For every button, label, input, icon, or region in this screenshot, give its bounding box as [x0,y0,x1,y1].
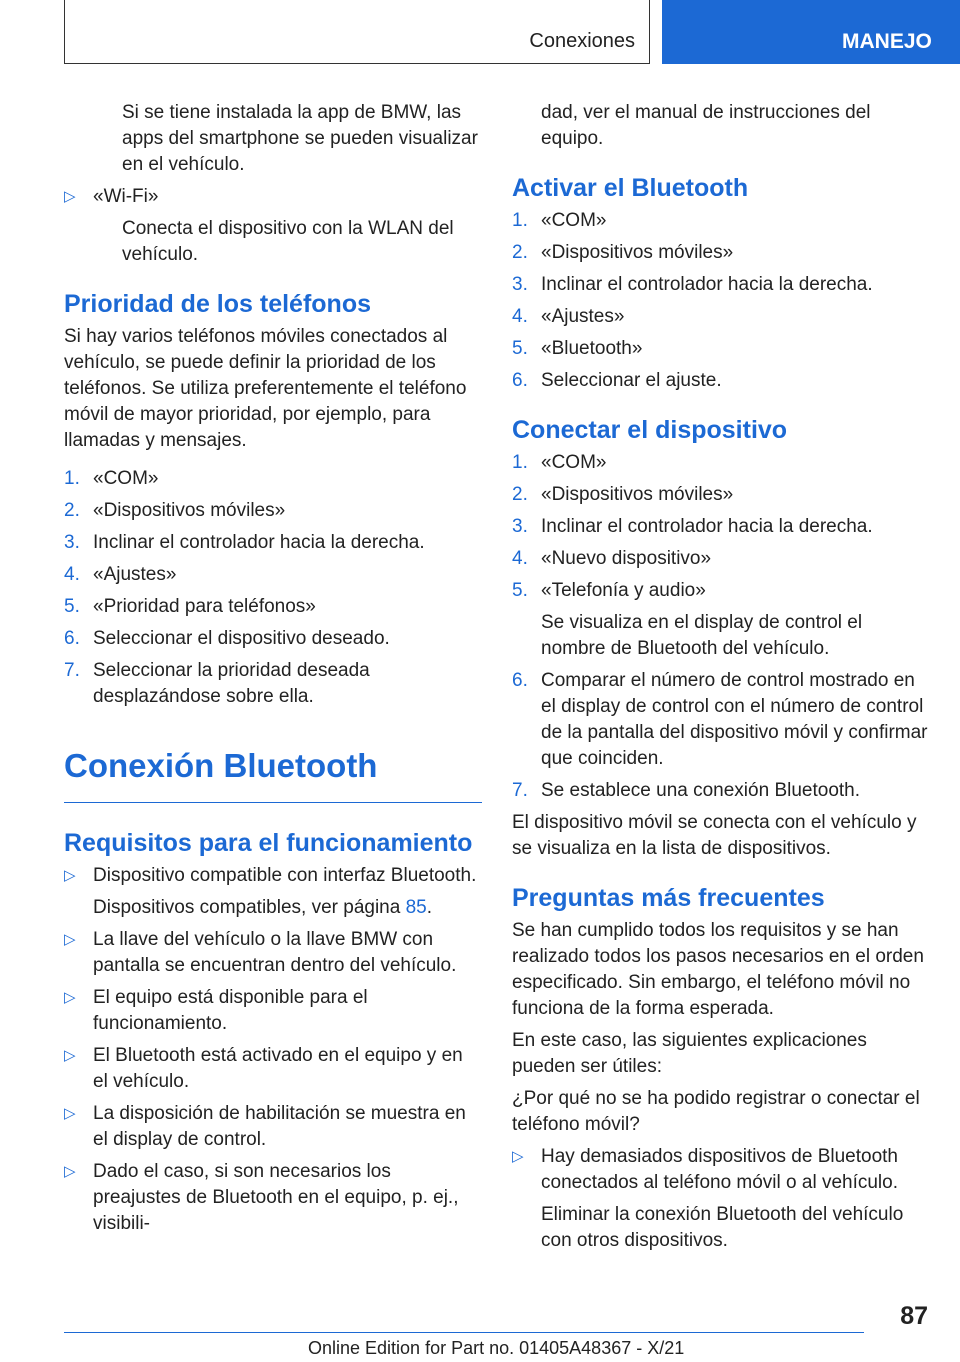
requirement-text: La disposición de habilitación se muestra en el display de control. [93,1103,466,1150]
list-item [512,336,930,362]
page-number: 87 [900,1302,928,1330]
step-text: Seleccionar el ajuste. [541,370,722,391]
activate-heading: Activar el Bluetooth [512,174,749,202]
continuation-text: dad, ver el manual de instrucciones del equipo. [541,102,871,149]
step-number: 2. [64,500,80,521]
triangle-bullet-icon: ▷ [64,1047,76,1064]
list-item [512,578,930,662]
wifi-desc: Conecta el dispositivo con la WLAN del vehículo. [122,218,454,265]
wifi-item [64,184,482,210]
list-item [64,1101,482,1153]
requirement-subtext: Dispositivos compatibles, ver página 85. [93,897,433,918]
list-item [512,1144,930,1196]
list-item [64,498,482,524]
faq-bullet-text: Hay demasiados dispositivos de Bluetooth conectados al teléfono móvil o al vehículo. [541,1146,898,1193]
step-number: 5. [64,596,80,617]
list-item [512,368,930,394]
requirement-text: El Bluetooth está activado en el equipo y en el vehículo. [93,1045,463,1092]
triangle-bullet-icon: ▷ [64,1163,76,1180]
step-text: Inclinar el controlador hacia la derecha. [93,532,425,553]
list-item [512,482,930,508]
list-item [64,594,482,620]
list-item [512,208,930,234]
wifi-label: «Wi-Fi» [93,186,159,207]
step-text: Comparar el número de control mostrado en el display de control con el número de control de la pantalla del dispositivo móvil y confirmar que coinciden. [541,670,928,769]
list-item [64,927,482,979]
requirements-heading: Requisitos para el funcionamiento [64,829,473,857]
step-text [541,578,930,662]
left-column [64,100,482,1243]
step-number: 5. [512,338,528,359]
step-text: «Dispositivos móviles» [541,242,734,263]
step-text: «Ajustes» [541,306,625,327]
connect-heading: Conectar el dispositivo [512,416,788,444]
list-item [512,546,930,572]
faq-bullet-subtext: Eliminar la conexión Bluetooth del vehículo con otros dispositivos. [541,1204,904,1251]
list-item [64,626,482,652]
list-item [64,1043,482,1095]
requirement-text: La llave del vehículo o la llave BMW con pantalla se encuentran dentro del vehículo. [93,929,457,976]
triangle-bullet-icon: ▷ [64,931,76,948]
step-number: 2. [512,242,528,263]
faq-intro: Se han cumplido todos los requisitos y se han realizado todos los pasos necesarios en el orden especificado. Sin embargo, el teléfono móvil no funciona de la forma esperada. [512,920,924,1019]
faq-heading: Preguntas más frecuentes [512,884,825,912]
step-number: 3. [512,274,528,295]
step-text: «Nuevo dispositivo» [541,548,712,569]
step-number: 7. [64,660,80,681]
activate-steps [512,208,930,394]
list-item [512,304,930,330]
step-text: «COM» [541,210,607,231]
app-text: Si se tiene instalada la app de BMW, las apps del smartphone se pueden visualizar en el vehículo. [122,102,478,175]
step-number: 4. [512,548,528,569]
header-chapter-label: MANEJO [842,30,932,53]
header-section-box [64,0,650,64]
triangle-bullet-icon: ▷ [64,188,76,205]
header-section-title: Conexiones [529,30,635,52]
step-text: «Dispositivos móviles» [93,500,286,521]
step-text: «Dispositivos móviles» [541,484,734,505]
page-link[interactable]: 85 [405,897,427,918]
list-item [64,863,482,889]
step-number: 6. [64,628,80,649]
step-text: «Prioridad para teléfonos» [93,596,316,617]
step-number: 6. [512,370,528,391]
connect-steps [512,450,930,804]
step-text: Inclinar el controlador hacia la derecha. [541,274,873,295]
step-number: 3. [512,516,528,537]
list-item [64,466,482,492]
step-number: 2. [512,484,528,505]
step-label: «Telefonía y audio» [541,580,706,601]
step-number: 4. [512,306,528,327]
list-item [64,530,482,556]
triangle-bullet-icon: ▷ [512,1148,524,1165]
step-number: 5. [512,580,528,601]
step-number: 1. [512,452,528,473]
step-text: Inclinar el controlador hacia la derecha. [541,516,873,537]
requirement-subtext-label: Dispositivos compatibles, ver página [93,897,401,918]
list-item [512,778,930,804]
faq-intro-2: En este caso, las siguientes explicaciones pueden ser útiles: [512,1030,867,1077]
priority-text: Si hay varios teléfonos móviles conectados al vehículo, se puede definir la prioridad de los teléfonos. Se utiliza preferentemente el teléfono móvil de mayor prioridad, por ejemplo, para llamadas y mensajes. [64,326,467,451]
step-text: «COM» [541,452,607,473]
triangle-bullet-icon: ▷ [64,867,76,884]
right-column [512,100,930,1260]
priority-heading: Prioridad de los teléfonos [64,290,371,318]
list-item [64,658,482,710]
step-number: 1. [64,468,80,489]
step-text: Seleccionar el dispositivo deseado. [93,628,390,649]
step-text: Seleccionar la prioridad deseada desplazándose sobre ella. [93,660,370,707]
header-chapter-tab[interactable] [662,0,960,64]
step-subtext: Se visualiza en el display de control el nombre de Bluetooth del vehículo. [541,612,863,659]
list-item [512,272,930,298]
step-text: «Bluetooth» [541,338,643,359]
step-text: «COM» [93,468,159,489]
step-number: 6. [512,670,528,691]
step-text: «Ajustes» [93,564,177,585]
footer-edition: Online Edition for Part no. 01405A48367 - X/21 [308,1338,685,1358]
footer-divider [64,1332,864,1333]
list-item [64,1159,482,1237]
requirement-text: Dado el caso, si son necesarios los preajustes de Bluetooth en el equipo, p. ej., visibili- [93,1161,459,1234]
requirement-text: Dispositivo compatible con interfaz Bluetooth. [93,865,477,886]
list-item [512,240,930,266]
list-item [64,562,482,588]
list-item [512,668,930,772]
list-item [512,514,930,540]
faq-question: ¿Por qué no se ha podido registrar o conectar el teléfono móvil? [512,1088,920,1135]
connect-result: El dispositivo móvil se conecta con el vehículo y se visualiza en la lista de dispositivos. [512,812,917,859]
list-item [64,985,482,1037]
step-number: 3. [64,532,80,553]
step-text: Se establece una conexión Bluetooth. [541,780,861,801]
step-number: 1. [512,210,528,231]
triangle-bullet-icon: ▷ [64,1105,76,1122]
triangle-bullet-icon: ▷ [64,989,76,1006]
priority-steps [64,466,482,710]
step-number: 4. [64,564,80,585]
list-item [512,450,930,476]
step-number: 7. [512,780,528,801]
requirement-text: El equipo está disponible para el funcionamiento. [93,987,368,1034]
chapter-heading: Conexión Bluetooth [64,746,482,803]
